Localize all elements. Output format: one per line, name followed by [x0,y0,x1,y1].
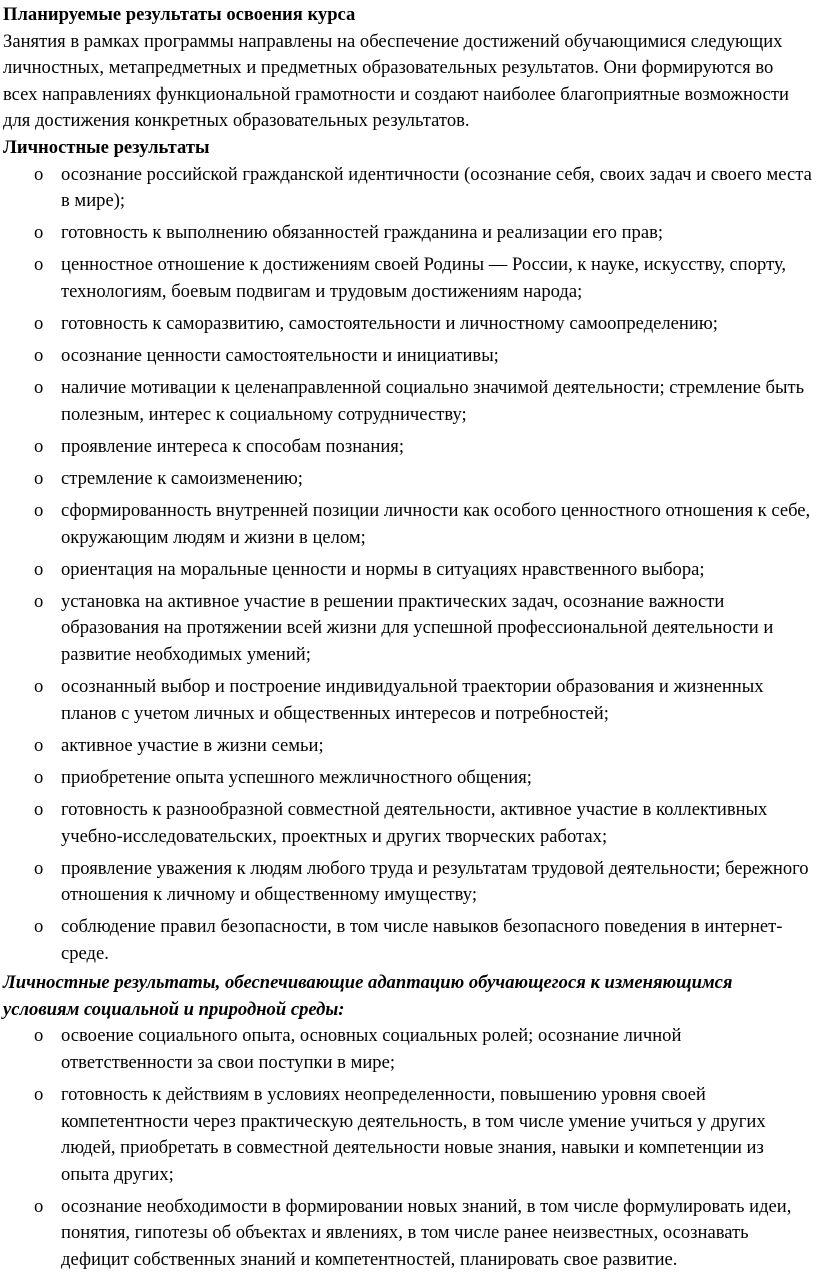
list-item-text: проявление уважения к людям любого труда и результатам трудовой деятельности; бережного отношения к личному и общественному имуществу; [61,857,809,906]
bullet-marker: o [34,435,44,457]
list-item [34,343,812,370]
list-item [34,914,812,967]
list-item [34,765,812,792]
list-item [34,1194,812,1274]
list-item-text: стремление к самоизменению; [61,468,303,489]
section-heading-adaptation-results: Личностные результаты, обеспечивающие адаптацию обучающегося к изменяющимся условиям социальной и природной среды: [3,972,733,1020]
bullet-marker: o [34,313,44,335]
list-item-text: готовность к выполнению обязанностей гражданина и реализации его прав; [61,222,664,244]
list-item-text: приобретение опыта успешного межличностного общения; [61,766,532,788]
list-item [34,1023,812,1076]
list-item [34,733,812,760]
list-item-text: соблюдение правил безопасности, в том числе навыков безопасного поведения в интернет-среде. [61,916,783,964]
bullet-marker: o [34,766,44,788]
list-item [34,162,812,215]
list-item-text: ориентация на моральные ценности и нормы в ситуациях нравственного выбора; [61,558,705,580]
list-item [34,498,812,551]
document-title: Планируемые результаты освоения курса [3,4,356,25]
list-item-text: установка на активное участие в решении практических задач, осознание важности образования на протяжении всей жизни для успешной профессиональной деятельности и развитие необходимых умений; [61,590,774,666]
list-item-text: готовность к саморазвитию, самостоятельности и личностному самоопределению; [61,313,718,335]
section-heading-personal-results: Личностные результаты [3,136,210,158]
list-item-text: осознанный выбор и построение индивидуальной траектории образования и жизненных планов с учетом личных и общественных интересов и потребностей; [61,676,764,724]
bullet-marker: o [34,1195,44,1217]
list-item [34,252,812,305]
bullet-marker: o [34,500,44,522]
list-item-text: проявление интереса к способам познания; [61,435,405,457]
list-item-text: активное участие в жизни семьи; [61,734,324,756]
adaptation-results-list [3,1023,812,1273]
list-item-text: готовность к действиям в условиях неопределенности, повышению уровня своей компетентности через практическую деятельность, в том числе умение учиться у других людей, приобретать в совместной деятельности новые знания, навыки и компетенции из опыта других; [61,1083,766,1185]
list-item [34,674,812,727]
list-item [34,311,812,338]
list-item [34,220,812,247]
list-item-text: освоение социального опыта, основных социальных ролей; осознание личной ответственности за свои поступки в мире; [61,1025,682,1073]
intro-paragraph: Занятия в рамках программы направлены на обеспечение достижений обучающимися следующих личностных, метапредметных и предметных образовательных результатов. Они формируются во всех направлениях функциональной грамотности и создают наиболее благоприятные возможности для достижения конкретных образовательных результатов. [3,30,789,132]
bullet-marker: o [34,590,44,612]
bullet-marker: o [34,916,44,938]
bullet-marker: o [34,857,44,879]
list-item [34,797,812,850]
list-item [34,466,812,493]
bullet-marker: o [34,254,44,276]
bullet-marker: o [34,1025,44,1047]
list-item [34,1082,812,1188]
list-item-text: осознание необходимости в формировании новых знаний, в том числе формулировать идеи, понятия, гипотезы об объектах и явлениях, в том числе ранее неизвестных, осознавать дефицит собственных знаний и компетентностей, планировать свое развитие. [61,1195,792,1271]
list-item [34,589,812,669]
list-item-text: ценностное отношение к достижениям своей Родины — России, к науке, искусству, спорту, технологиям, боевым подвигам и трудовым достижениям народа; [61,254,787,302]
bullet-marker: o [34,468,44,489]
bullet-marker: o [34,345,44,367]
bullet-marker: o [34,799,44,821]
list-item-text: наличие мотивации к целенаправленной социально значимой деятельности; стремление быть полезным, интерес к социальному сотрудничеству; [61,377,805,425]
list-item [34,557,812,584]
bullet-marker: o [34,163,44,185]
list-item [34,856,812,909]
personal-results-list [3,162,812,968]
list-item [34,375,812,428]
bullet-marker: o [34,377,44,399]
bullet-marker: o [34,1083,44,1105]
bullet-marker: o [34,222,44,244]
list-item-text: готовность к разнообразной совместной деятельности, активное участие в коллективных учебно-исследовательских, проектных и других творческих работах; [61,799,768,847]
list-item-text: осознание российской гражданской идентичности (осознание себя, своих задач и своего места в мире); [61,163,812,212]
bullet-marker: o [34,734,44,756]
list-item-text: сформированность внутренней позиции личности как особого ценностного отношения к себе, окружающим людям и жизни в целом; [61,500,811,548]
list-item-text: осознание ценности самостоятельности и инициативы; [61,345,499,367]
list-item [34,434,812,461]
bullet-marker: o [34,558,44,580]
bullet-marker: o [34,676,44,698]
